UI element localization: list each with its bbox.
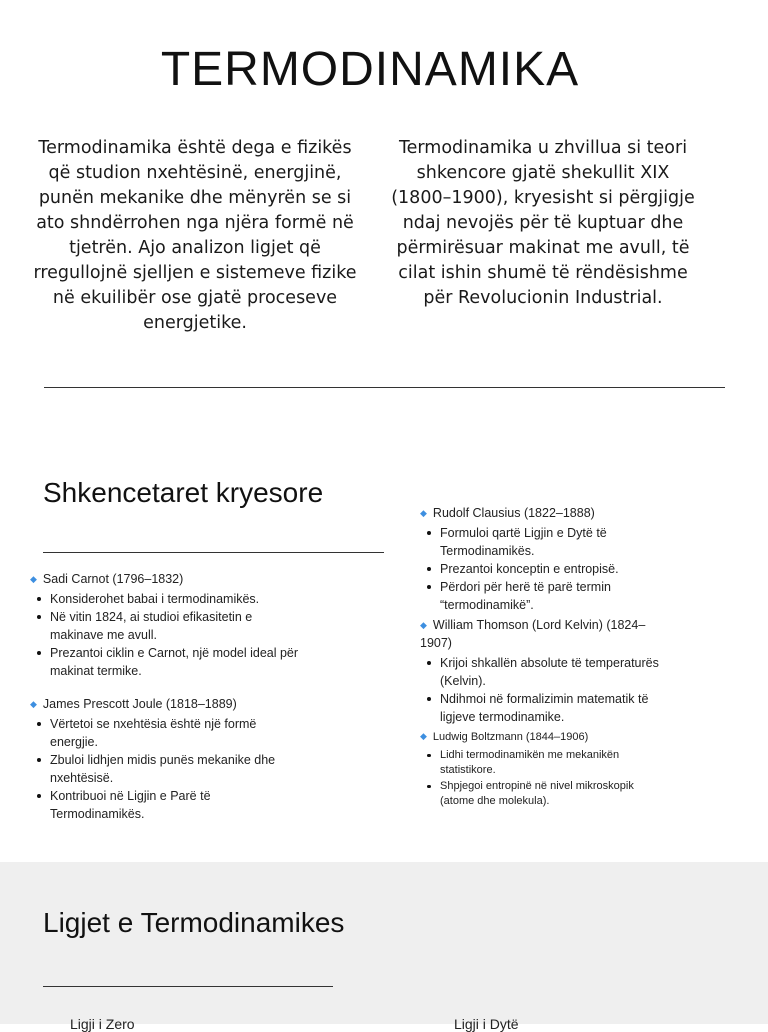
intro-history: Termodinamika u zhvillua si teori shkencore gjatë shekullit XIX (1800–1900), kryesisht si përgjigje ndaj nevojës për të kuptuar dhe përmirësuar makinat me avull, të cilat ishin shumë të rëndësishme për Revolucionin Industrial. [391, 138, 695, 308]
list-item: Zbuloi lidhjen midis punës mekanike dhe nxehtësisë. [30, 751, 300, 787]
list-item: Krijoi shkallën absolute të temperaturës (Kelvin). [420, 654, 665, 690]
diamond-bullet-icon: ◆ [30, 699, 37, 709]
diamond-bullet-icon: ◆ [420, 620, 427, 630]
law-two-label: Ligji i Dytë [454, 1016, 519, 1032]
list-item: Përdori për herë të parë termin “termodinamikë”. [420, 578, 660, 614]
scientist-name: Rudolf Clausius (1822–1888) [432, 506, 595, 520]
list-item: Shpjegoi entropinë në nivel mikroskopik (atome dhe molekula). [420, 779, 665, 810]
scientists-heading-rule [43, 552, 384, 553]
scientist-clausius [420, 504, 660, 614]
list-item: Prezantoi konceptin e entropisë. [420, 560, 660, 578]
list-item: Vërtetoi se nxehtësia është një formë energjie. [30, 715, 300, 751]
list-item: Prezantoi ciklin e Carnot, një model ideal për makinat termike. [30, 644, 300, 680]
list-item: Ndihmoi në formalizimin matematik të ligjeve termodinamike. [420, 690, 665, 726]
law-zero-label: Ligji i Zero [70, 1016, 135, 1032]
diamond-bullet-icon: ◆ [30, 574, 37, 584]
scientist-points [420, 524, 660, 614]
laws-heading: Ligjet e Termodinamikes [43, 907, 345, 938]
list-item: Kontribuoi në Ligjin e Parë të Termodinamikës. [30, 787, 300, 823]
scientist-name: William Thomson (Lord Kelvin) (1824–1907) [420, 618, 646, 650]
diamond-bullet-icon: ◆ [420, 731, 427, 741]
scientist-name: James Prescott Joule (1818–1889) [42, 697, 237, 711]
scientist-points [30, 590, 300, 680]
scientist-points [420, 748, 665, 810]
scientist-points [420, 654, 665, 726]
scientist-joule [30, 695, 300, 823]
laws-heading-rule [43, 986, 333, 987]
scientist-thomson [420, 616, 665, 726]
diamond-bullet-icon: ◆ [420, 508, 427, 518]
scientist-name: Sadi Carnot (1796–1832) [42, 572, 184, 586]
list-item: Në vitin 1824, ai studioi efikasitetin e makinave me avull. [30, 608, 300, 644]
scientists-heading: Shkencetaret kryesore [43, 477, 324, 508]
page-title: TERMODINAMIKA [160, 43, 580, 96]
scientist-carnot [30, 570, 300, 680]
list-item: Konsiderohet babai i termodinamikës. [30, 590, 300, 608]
laws-section-background [0, 862, 768, 1024]
list-item: Lidhi termodinamikën me mekanikën statistikore. [420, 748, 665, 779]
list-item: Formuloi qartë Ligjin e Dytë të Termodinamikës. [420, 524, 660, 560]
scientist-name: Ludwig Boltzmann (1844–1906) [432, 731, 589, 743]
intro-definition: Termodinamika është dega e fizikës që studion nxehtësinë, energjinë, punën mekanike dhe mënyrën se si ato shndërrohen nga njëra formë në tjetrën. Ajo analizon ligjet që rregullojnë sjelljen e sistemeve fizike në ekuilibër ose gjatë proceseve energjetike. [33, 138, 357, 333]
scientist-points [30, 715, 300, 823]
scientist-boltzmann [420, 729, 665, 810]
section-divider [44, 387, 725, 388]
